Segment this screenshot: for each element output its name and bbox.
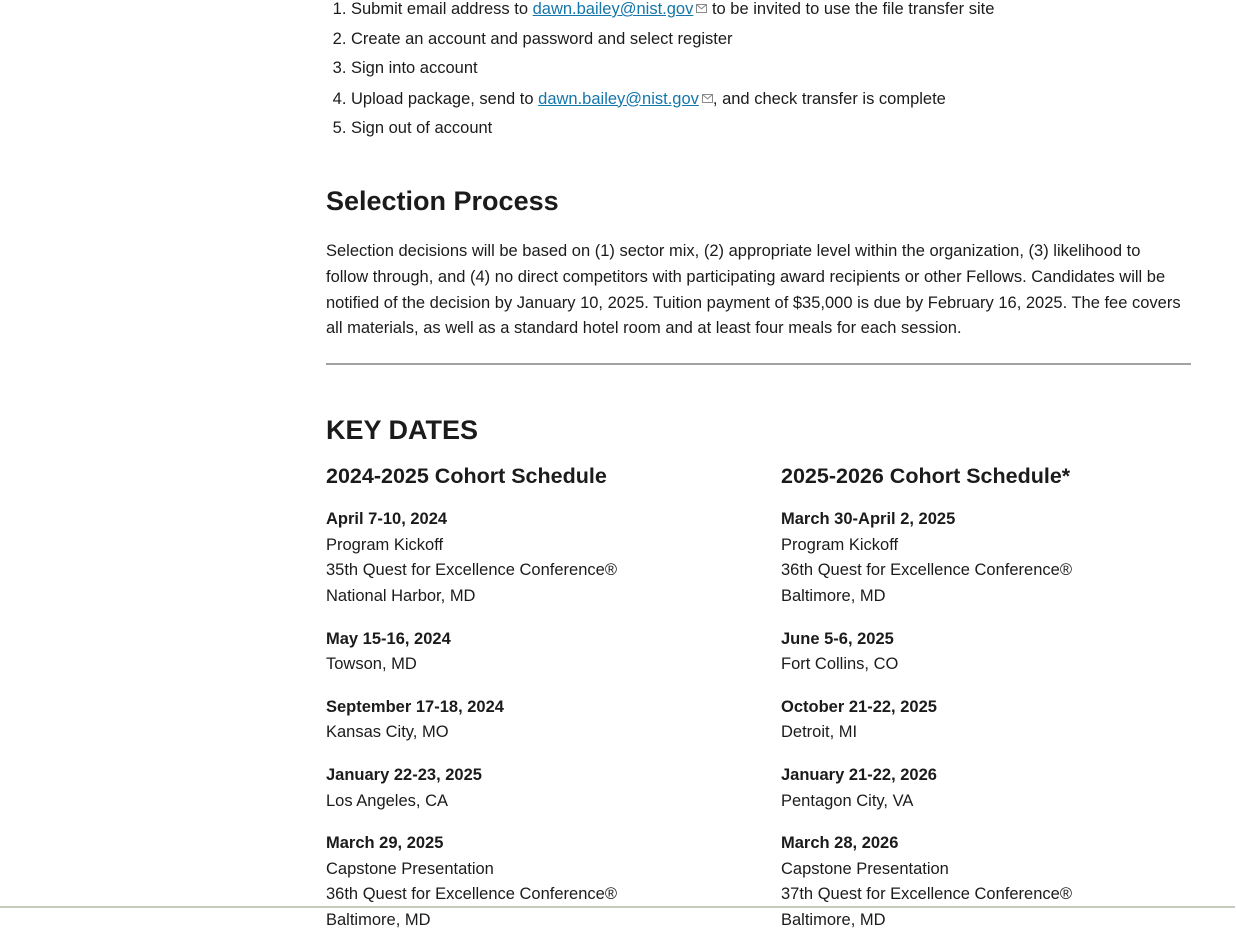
event-detail: 36th Quest for Excellence Conference® xyxy=(781,561,1072,580)
schedule-event xyxy=(326,763,781,814)
file-transfer-steps-list xyxy=(326,0,1046,141)
cohort-title: 2025-2026 Cohort Schedule* xyxy=(781,464,1071,489)
event-detail: Fort Collins, CO xyxy=(781,655,899,674)
event-date: March 28, 2026 xyxy=(781,834,899,853)
event-date: May 15-16, 2024 xyxy=(326,629,451,648)
key-dates-heading: KEY DATES xyxy=(326,414,479,445)
list-item xyxy=(351,86,1046,112)
event-detail: 36th Quest for Excellence Conference® xyxy=(326,885,617,904)
list-item xyxy=(351,116,1046,141)
schedule-event xyxy=(326,831,781,933)
schedule-event xyxy=(326,627,781,678)
event-date: September 17-18, 2024 xyxy=(326,697,504,716)
step-text: Create an account and password and select register xyxy=(351,29,733,48)
event-detail: Capstone Presentation xyxy=(781,859,949,878)
cohort-schedule-columns xyxy=(326,446,1235,933)
selection-process-heading: Selection Process xyxy=(326,186,559,216)
event-detail: Baltimore, MD xyxy=(781,910,886,929)
list-item xyxy=(351,27,1046,52)
schedule-event xyxy=(326,507,781,609)
selection-process-paragraph: Selection decisions will be based on (1) sector mix, (2) appropriate level within the organization, (3) likelihood to follow through, and (4) no direct competitors with participating award recipients or other Fellows. Candidates will be notified of the decision by January 10, 2025. Tuition payment of $35,000 is due by February 16, 2025. The fee covers all materials, as well as a standard hotel room and at least four meals for each session. xyxy=(326,242,1181,338)
event-date: March 30-April 2, 2025 xyxy=(781,510,956,529)
event-detail: Baltimore, MD xyxy=(326,910,431,929)
event-date: April 7-10, 2024 xyxy=(326,510,448,529)
event-detail: Los Angeles, CA xyxy=(326,791,448,810)
event-date: January 21-22, 2026 xyxy=(781,765,937,784)
schedule-event xyxy=(781,831,1236,933)
schedule-event xyxy=(781,507,1236,609)
event-detail: Kansas City, MO xyxy=(326,723,449,742)
step-text: to be invited to use the file transfer site xyxy=(707,0,995,18)
cohort-column-2025-2026 xyxy=(781,446,1236,933)
step-text: Submit email address to xyxy=(351,0,533,18)
event-date: June 5-6, 2025 xyxy=(781,629,894,648)
event-detail: 37th Quest for Excellence Conference® xyxy=(781,885,1072,904)
list-item xyxy=(351,56,1046,81)
event-detail: Program Kickoff xyxy=(326,535,444,554)
event-detail: Pentagon City, VA xyxy=(781,791,914,810)
step-text: , and check transfer is complete xyxy=(712,89,946,108)
event-date: March 29, 2025 xyxy=(326,834,444,853)
event-date: October 21-22, 2025 xyxy=(781,697,937,716)
list-item xyxy=(351,0,1046,22)
event-detail: Detroit, MI xyxy=(781,723,858,742)
step-text: Sign into account xyxy=(351,59,478,77)
schedule-event xyxy=(781,763,1236,814)
event-detail: Towson, MD xyxy=(326,655,417,674)
event-detail: Baltimore, MD xyxy=(781,586,886,605)
schedule-event xyxy=(781,695,1236,746)
email-link[interactable]: dawn.bailey@nist.gov xyxy=(538,89,699,108)
schedule-event xyxy=(781,627,1236,678)
email-link[interactable]: dawn.bailey@nist.gov xyxy=(532,0,694,18)
step-text: Sign out of account xyxy=(351,119,493,137)
event-detail: Program Kickoff xyxy=(781,535,899,554)
mail-icon xyxy=(702,86,713,111)
event-date: January 22-23, 2025 xyxy=(326,765,482,784)
event-detail: National Harbor, MD xyxy=(326,586,476,605)
cohort-title: 2024-2025 Cohort Schedule xyxy=(326,464,607,489)
bottom-section-edge xyxy=(0,906,1235,908)
cohort-column-2024-2025 xyxy=(326,446,781,933)
mail-icon xyxy=(696,0,707,21)
schedule-event xyxy=(326,695,781,746)
event-detail: Capstone Presentation xyxy=(326,859,494,878)
event-detail: 35th Quest for Excellence Conference® xyxy=(326,561,617,580)
section-divider xyxy=(326,363,1191,365)
step-text: Upload package, send to xyxy=(351,89,539,108)
